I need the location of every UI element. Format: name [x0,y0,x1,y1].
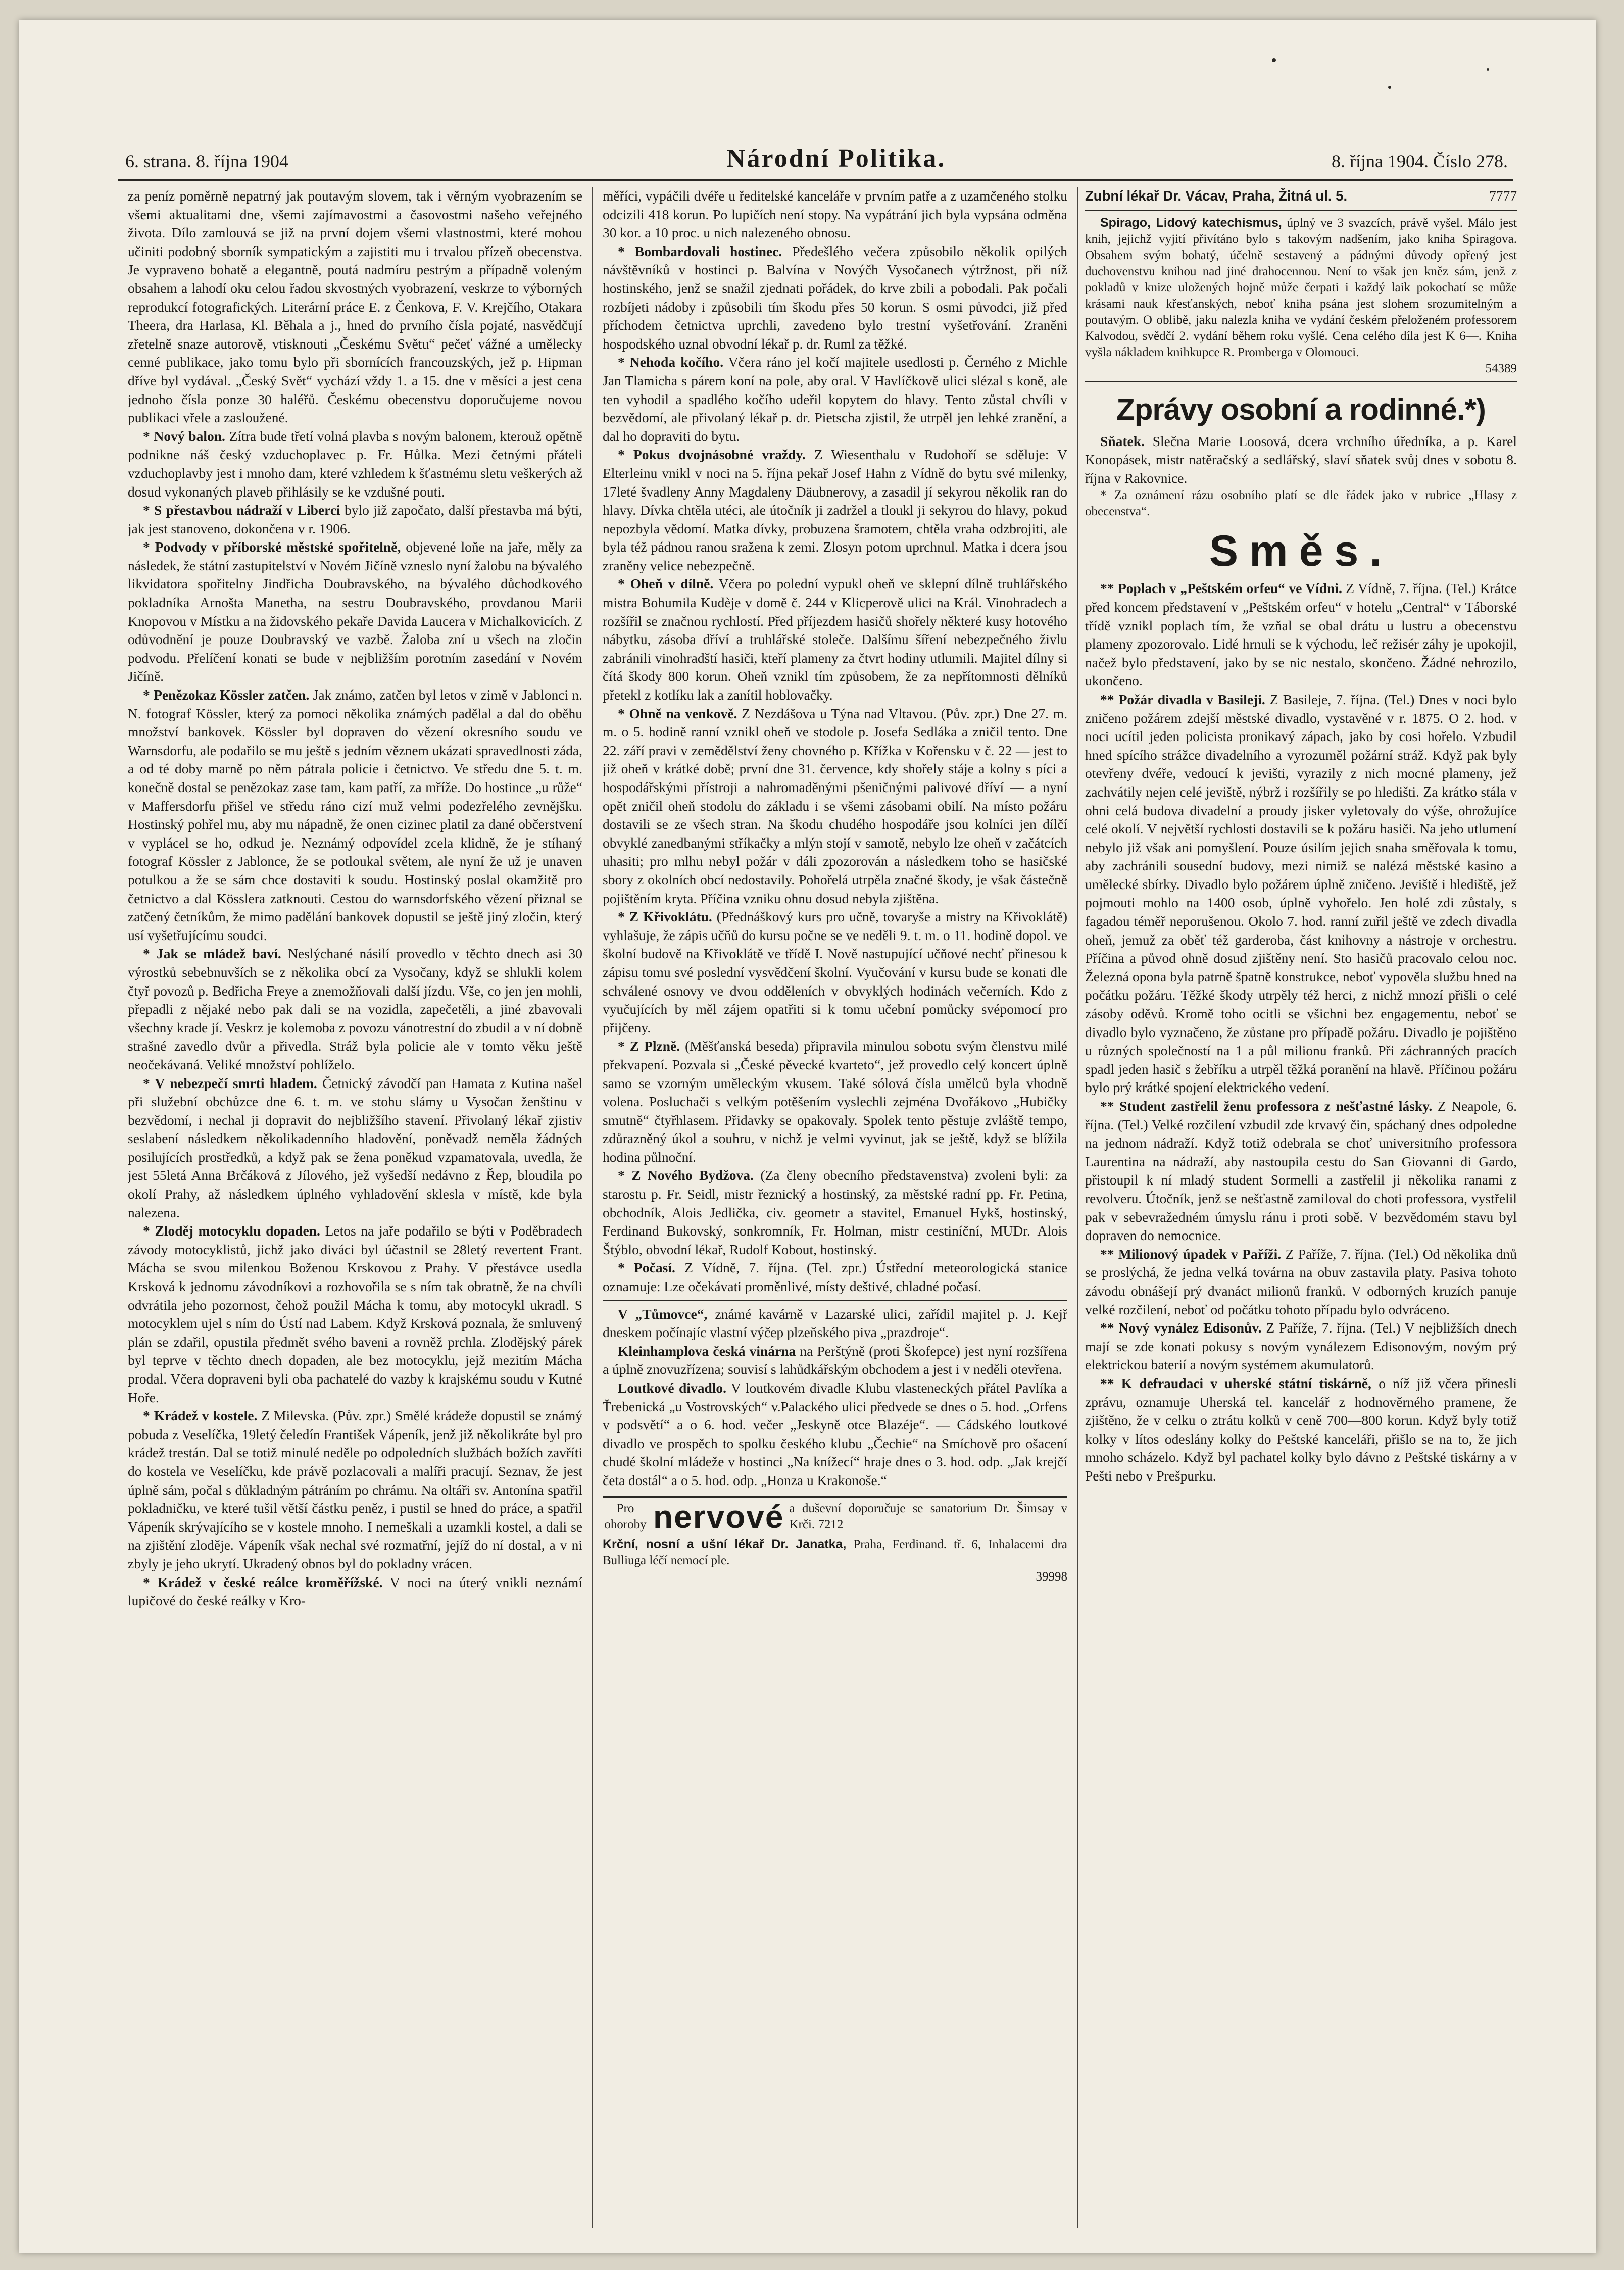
footnote-notice: * Za oznámení rázu osobního platí se dle řádek jako v rubrice „Hlasy z obecenstva“. [1085,488,1517,519]
article-weather: * Počasí. Z Vídně, 7. října. (Tel. zpr.) Ústřední meteorologická stanice oznamuje: Lze očekávati proměnlivé, místy deštivé, chladné počasí. [603,1260,1067,1295]
article-workshop-fire: * Oheň v dílně. Včera po polední vypukl oheň ve sklepní dílně truhlářského mistra Bohumila Kudèje v domě č. 244 v Klicperově ulici na Král. Vinohradech a rozšířil se značnou rychlostí. Před příjezdem hasičů shořely některé kusy hotového nábytku, zásoba dříví a truhlářské stoleče. Dalšímu šíření nebezpečného živlu zabránili vinohradští hasiči, kteří plameny za čtvrt hodiny utlumili. Majitel dílny si čítá škody 800 korun. Oheň vznikl tím způsobem, že za nepřítomnosti dělníků přetekl z kotlíku lak a zanítil hoblovačky. [603,576,1067,703]
article-continuation: za peníz poměrně nepatrný jak poutavým slovem, tak i věrným vyobrazením se všemi aktualitami dne, všemi zajímavostmi a časovostmi našeho veřejného života. Dílo zamlouvá se již na první dojem všemi vlastnostmi, které mohou učiniti podobný sborník sympatickým a zajistiti mu i trvalou přízeň obecenstva. Je vypraveno bohatě a elegantně, poutá nadmíru pestrým a případně voleným obsahem a lahodí oku celou řadou skvostných vyobrazení, veskrze to výborných reprodukcí fotografických. Literární práce E. z Čenkova, F. V. Krejčího, Otakara Theera, dra Harlasa, Kl. Běhala a j., hned do prvního čísla pojaté, nasvědčují zřetelně snaze autorově, vtisknouti „Českému Světu“ pečeť vážné a umělecky cenné publikace, jako tomu bylo při sbornících francouzských, jež p. Hipman dříve byl vydával. „Český Svět“ vychází vždy 1. a 15. dne v měsíci a jest cena jednoho čísla ponze 30 haléřů. Českému obecenstvu doporučujeme novou publikaci vřele a zasloužené. [128,188,582,426]
article-pribor: * Podvody v příborské městské spořitelně, objevené loňe na jaře, měly za následek, že státní zastupitelství v Novém Jičíně vzneslo nyní žalobu na bývalého likvidatora spořitelny Jindřicha Doubravského, na bývalého důchodkového pokladníka Arnošta Manetha, na sestru Doubravského, provdanou Marii Knopovou v Místku a na židovského pekaře Davida Laucera v Michalkovicích. Z odůvodnění je pouze Doubravský ve vazbě. Žaloba zní u všech na zločin podvodu. Přelíčení konati se bude v nejbližším porotním zasedání v Novém Jičíně. [128,539,582,684]
separator [603,1300,1067,1301]
section-title-personal: Zprávy osobní a rodinné.*) [1116,392,1486,426]
article-kossler: * Penězokaz Kössler zatčen. Jak známo, zatčen byl letos v zimě v Jablonci n. N. fotograf Kössler, který za pomoci několika známých padělal a dal do oběhu množství bankovek. Kössler byl dopraven do vězení okresního soudu ve Warnsdorfu, ale podařilo se mu ještě s jedním věznem ukázati spravedlnosti záda, a od té doby marně po něm pátrala policie i četnictvo. Ve středu dne 5. t. m. konečně dostal se penězokaz zase tam, kam patří, za mříže. Do hostince „u růže“ v Maffersdorfu přišel ve středu ráno cizí muž velmi podezřelého zevnějšku. Hostinský pohřel mu, aby mu nápadně, že onen cizinec platil za dané občerstvení v vyplácel se ho, odkud je. Neznámý odpovídel zcela klidně, že je stíhaný fotograf Kössler z Jablonce, že se potloukal světem, ale nyní že už je unaven potulkou a že se sám chce dostaviti k soudu. Hostinský poslal okamžitě pro četnictvo a dal Kösslera zatknouti. Cestou do warnsdorfského vězení přiznal se zatčený četníkům, že mimo padělání bankovek dopustil se ještě jiný zločin, který usí vyšetřujícímu soudci. [128,687,582,943]
article-motorcycle-thief: * Zloděj motocyklu dopaden. Letos na jaře podařilo se býti v Poděbradech závody motocyklistů, jichž jako diváci byl účastnil se 28letý revertent Frant. Mácha se svou milenkou Boženou Krskovou z Prahy. V přestávce usedla Krsková k jednomu závodníkovi a rozhovořila se s ním tak obratně, že na chvíli odvrátila jeho pozornost, čehož použil Mácha k tomu, aby motocykl ukradl. S motocyklem ujel s ním do Ústí nad Labem. Když Krsková poznala, že smluvený plán se zdařil, opustila předmět svého baveni a rovněž prchla. Zlodějský párek byl teprve v těchto dnech dopaden, ale bez motocyklu, jejž mezitím Mácha prodal. Včera dopraveni byli oba pachatelé do vazby k krajskému soudu v Kutné Hoře. [128,1223,582,1405]
article-krivoklat: * Z Křivoklátu. (Přednáškový kurs pro učně, tovaryše a mistry na Křivoklátě) vyhlašuje, že zápis učňů do kursu počne se ve neděli 9. t. m. o 11. hodině dopol. ve školní budově na Křivoklátě ve třídě I. Nově nastupující učňové nechť přinesou k zápisu tomu své poslední vysvědčení školní. Vyučování v kursu bude se konati dle schválené osnovy ve dvou odděleních v obvyklých hodinách večerních. Kdo z vyučujících by měl zájem opatřiti si k tomu učební pomůcky svépomocí pro přijčeny. [603,909,1067,1035]
article-vienna-alarm: ** Poplach v „Peštském orfeu“ ve Vídni. Z Vídně, 7. října. (Tel.) Krátce před koncem představení v „Peštském orfeu“ v hotelu „Central“ v Táborské třídě vznikl poplach tím, že vzňal se obal drátu u lustru a obecenstvu plameny zpozorovalo. Lidé hrnuli se k východu, leč režisér záhy je upokojil, načež bylo představení, jako by se nic nestalo, skončeno. Žádné nehrozilo, ukončeno. [1085,580,1517,689]
article-murder-attempt: * Pokus dvojnásobné vraždy. Z Wiesenthalu v Rudohoří se sděluje: V Elterleinu vnikl v noci na 5. října pekař Josef Hahn z Vídně do bytu své milenky, 17leté švadleny Anny Magdaleny Däubnerovy, a zasadil jí sekyrou několik ran do hlavy. Dívka chtěla utéci, ale útočník ji zadržel a tloukl ji sekyrou do hlavy, pokud nepozbyla vědomí. Matka dívky, probuzena šramotem, chtěla vrahа odzbrojiti, ale byla též pádnou ranou sražena k zemi. Zlosyn potom uprchnul. Matka i dcera jsou zraněny velice nebezpečně. [603,447,1067,573]
header-rule [118,179,1513,181]
notice-puppet-theatre: Loutkové divadlo. V loutkovém divadle Klubu vlasteneckých přátel Pavlíka a Ťrebenická „u Vostrovských“ v.Palackého ulici předvede se dnes o 5. hod. „Orfens v podsvětí“ a o 6. hod. večer „Jeskyně otce Blazéje“. — Cádského loutkové divadlo ve prospěch to spolku českého klubu „Čechie“ na Smíchově pro ošacení chudé školní mládeže v hostinci „Na knížecí“ hraje dnes o 3. hod. odp. „Jak krejčí četa dostál“ a o 5. hod. odp. „Honza u Krakonoše.“ [603,1380,1067,1488]
newspaper-page [19,20,1596,2253]
paper-speck [1388,86,1391,89]
ad-word: Pro [616,1501,634,1515]
article-kromeriz: * Krádež v české reálce kroměřížské. V noci na úterý vnikli neznámí lupičové do české reálky v Kro- [128,1574,582,1609]
ad-word: ohoroby [604,1517,647,1532]
paper-speck [1272,58,1276,62]
page-header [19,131,1596,177]
column-1 [128,187,582,2228]
article-liberec: * S přestavbou nádraží v Liberci bylo již započato, další přestavba má býti, jak jest stanoveno, dokončena v r. 1906. [128,502,582,536]
article-youth: * Jak se mládež baví. Neslýchané násilí provedlo v těchto dnech asi 30 výrostků sebebnuvších se z několika obcí za Vysočany, když se shlukli kolem čtyř povozů p. Bedřicha Freye a znemožňovali další jízdu. Vše, co jen jen mohli, přepadli z nějaké nebo pak dali se na vozidla, zapečetěli, a jiné zbavovali všechny krade jí. Veskrz je kolemoba z povozu vánotrestní do zbudil a v ní dobně strašné zavedlo dvůr a přivedla. Stráž byla policie ale v tomto věku ještě neočekávaná. Veliké množství pohlíželo. [128,946,582,1072]
article-plzen: * Z Plzně. (Měšťanská beseda) připravila minulou sobotu svým členstvu milé překvapení. Pozvala si „České pěvecké kvarteto“, jež provedlo celý koncert úplně samo se vzorným uměleckým vkusem. Také sólová čísla umělců byla vhodně volena. Posluchači s velkým potěšením vyslechli zejména Dvořákovo „Hubičky smutně“ čtyřhlasem. Přidavky se opakovaly. Spolek tento pěstuje zvláště tempo, zdůrazněný úkol a souhru, v nichž je velmi vyvinut, jak se ještě, když se blížila hodina půlnoční. [603,1038,1067,1165]
article-basel-fire: ** Požár divadla v Basileji. Z Basileje, 7. října. (Tel.) Dnes v noci bylo zničeno požárem zdejší městské divadlo, vystavěné v r. 1875. O 2. hod. v noci ucítil jeden policista pronikavý zápach, jako by cosi hořelo. Vzbudil hned spícího strážce divadelního a vyrozuměl požární stráž. Když pak byly otevřeny dvéře, vedoucí k jevišti, vyrazily z nich mocné plameny, jež zachvátily nejen celé jeviště, nýbrž i rozšířily se po hledišti. Za krátko stála v ohni celá budova divadelní a proudy jisker vyletovaly do výše, ohrožujíce celé okolí. V největší rychlosti dostavili se k požáru hasiči. Na jeho utlumení nebylo již však ani pomyšlení. Pouze úsilím jejich snaha směřovala k tomu, aby zachránili sousední budovy, mezi nimiž se nalézá městské kasino a umělecké sbírky. Divadlo bylo požárem úplně zničeno. Jeviště i hlediště, jež pojmouti mohlo na 1400 osob, úplně vyhořelo. Jen holé zdi zůstaly, s fagadou téměř neporušenou. Okolo 7. hod. ranní zuřil ještě ve zdech divadla oheň, jemuž za oběť též garderoba, část knihovny a nástroje v orchestru. Příčina a původ ohně dosud zjištěny není. Sto hasičů pracovalo celou noc. Železná opona byla patrně špatně konstrukce, neboť vypověla službu hned na počátku požáru. Těžké škody utrpěly též herci, z nichž mnozí přišli o celé zásoby oděvů. Kromě toho ocitli se všichni bez engagementu, neboť se divadlo bylo vyznačeno, že zůstane pro případě požáru. Divadlo je pojištěno u různých společností na 1 a půl milionu franků. Při záchranných pracích spadl jeden hasič s žebříku a utrpěl těžká poranění na hlavě. Příčinou požáru bylo prý krátké spojení elektrického vedení. [1085,691,1517,1096]
ad-doctor: Krční, nosní a ušní lékař Dr. Janatka, Praha, Ferdinand. tř. 6, Inhalacemi dra Bulliuga léčí nemocí ple. [603,1537,1067,1567]
column-2 [603,187,1067,2228]
header-issue-number: 8. října 1904. Číslo 278. [1332,151,1508,171]
article-starvation: * V nebezpečí smrti hladem. Četnický závodčí pan Hamata z Kutina našel při služební obchůzce dne 6. t. m. ve stohu slámy u Vysočan ženštinu v bezvědomí, i nechal ji dopravit do nejbližšího stavení. Přivolaný lékař zjistiv seslabení následkem několikadenního hladovění, poněvadž neměla žádných posilujících prostředků, a když pak se žena poněkud vzpamatovala, uvedla, že jest 55letá Anna Brčáková z Jílového, jež vyšedší nedávno z Řep, bloudila po okolí Prahy, až následkem úplného vyhladovění sklesla v místě, kde byla nalezena. [128,1075,582,1220]
ad-headline-word: nervové [653,1498,784,1535]
ad-number: 54389 [1485,361,1517,375]
advertisement-sanatorium [603,1496,1067,1585]
article-balloon: * Nový balon. Zítra bude třetí volná plavba s novým balonem, kterouž opětně podnikne náš český vzduchoplavec p. Fr. Hůlka. Mezi četnými přáteli vzduchoplavby jest i mnoho dam, které vzhledem k šťastnému sletu veškerých až dosud vykonaných plaveb přihlásily se ke vzdušné pouti. [128,428,582,500]
column-3 [1085,187,1517,2228]
article-paris-bankruptcy: ** Milionový úpadek v Paříži. Z Paříže, 7. října. (Tel.) Od několika dnů se proslýchá, že jedna velká továrna na obuv zastavila platy. Pasiva tohoto závodu obnášejí prý dvanáct milionů franků. V odborných kruzích panuje velké rozčilení, neboť od počátku tohoto případu bylo odvráceno. [1085,1246,1517,1317]
notice-wine-bar: Kleinhamplova česká vinárna na Perštýně (proti Škofepce) jest nyní rozšířena a úplně znovuzřízena; souvisí s lahůdkářským obchodem a jest i v neděli otevřena. [603,1343,1067,1377]
article-inn: * Bombardovali hostinec. Předešlého večera způsobilo několik opilých návštěvníků v hostinci p. Balvína v Novýčh Vysočanech výtržnost, při níž hostinského, jenž se snažil zjednati pořádek, do krve zbili a pobodali. Pak počali rozbíjeti nádoby i způsobili tím škodu přes 50 korun. S osmi původci, již před příchodem četnictva uprchli, zavedeno bylo trestní vyšetřování. Zraněni hospodského uznal obvodní lékař p. dr. Ruml za těžké. [603,243,1067,352]
article-continuation: měříci, vypáčili dvéře u ředitelské kanceláře v prvním patře a z uzamčeného stolku odcizili 418 korun. Po lupičích není stopy. Na vypátrání jich byla vypsána odměna 30 kor. a 10 proc. u nich nalezeného obnosu. [603,188,1067,241]
column-rule [1077,187,1078,2228]
section-title-miscellany: Směs. [1209,527,1393,576]
ad-body: a duševní doporučuje se sanatorium Dr. Šimsay v Krči. 7212 [789,1501,1067,1532]
article-hungarian-print: ** K defraudaci v uherské státní tiskárně, o níž již včera přinesli zprávu, oznamuje Uherská tel. kancelář z hodnověrného pramene, že zjištěno, že v celku o ztrátu kolků v ceně 700—800 korun. Když byly totiž kolky v lítos odeslány kolky do Peštské kanceláři, přišlo se na to, že jich mnoho scházelo. Když byl pachatel kolky bylo dávno z Peštské tiskárny a v Pešti nebo v Prešpurku. [1085,1375,1517,1484]
ad-number: 39998 [1036,1569,1067,1584]
article-wedding: Sňatek. Slečna Marie Loosová, dcera vrchního úředníka, a p. Karel Konopásek, mistr natěračský a sedlářský, slaví sňatek svůj dnes v sobotu 8. října v Rakovnice. [1085,433,1517,486]
separator [1085,210,1517,211]
article-coachman: * Nehoda kočího. Včera ráno jel kočí majitele usedlosti p. Černého z Michle Jan Tlamicha s párem koní na pole, aby oral. V Havlíčkově ulici slézal s koně, ale ten vyhodil a spadlého kočího udeřil kopytem do hlavy. Tento zůstal chvíli v bezvědomí, ale přivolaný lékař p. dr. Pietscha zjistil, že utrpěl jen lehké zranění, a dal ho dopraviti do bytu. [603,354,1067,444]
ad-dentist: Zubní lékař Dr. Vácav, Praha, Žitná ul. 5. 7777 [1085,188,1517,204]
ad-spirago: Spirago, Lidový katechismus, úplný ve 3 svazcích, právě vyšel. Málo jest knih, jejichž vyjití přivítáno bylo s takovým nadšením, jako kniha Spiragova. Obsahem svým bohatý, účelně sestavený a pádnými důvody opřený jest duchovenstvu knihou nad jiné drahocennou. Není to však jen kněz sám, jenž z pokladů v knize uložených hojně může čerpati i každý laik pokochatí se může krásami nauk křesťanských, neboť kniha psána jest slohem srozumitelným a poutavým. O oblibě, jaku nalezla kniha ve vydání českém přeloženém professorem Kalvodou, svědčí 2. vydání během roku vyšlé. Cena celého díla jest K 6—. Kniha vyšla nákladem knihkupce R. Promberga v Olomouci. [1085,215,1517,359]
notice-tumovka: V „Tůmovce“, známé kavárně v Lazarské ulici, zařídil majitel p. J. Kejř dneskem počínajíc vlastní výčep plzeňského piva „prazdroje“. [603,1306,1067,1341]
separator [1085,381,1517,382]
masthead-title: Národní Politika. [726,144,946,173]
article-bydzov: * Z Nového Bydžova. (Za členy obecního představenstva) zvoleni byli: za starostu p. Fr. Seidl, mistr řeznický a hostinský, za městské radní pp. Fr. Petina, obchodník, Alois Jedlička, civ. geometr a stavitel, Emanuel Hykš, hostinský, Ferdinand Bukovský, sonkromník, Fr. Holman, mistr cestiníční, MUDr. Alois Štýblo, obvodní lékař, Rudolf Kobout, hostinský. [603,1167,1067,1257]
article-edison: ** Nový vynález Edisonův. Z Paříže, 7. října. (Tel.) V nejbližších dnech mají se zde konati pokusy s novým vynálezem Edisonovým, novým prý elektrickou baterií a novým systémem akumulatorů. [1085,1320,1517,1373]
article-church-theft: * Krádež v kostele. Z Milevska. (Pův. zpr.) Smělé krádeže dopustil se známý pobuda z Veselíčka, 19letý čeledín František Vápeník, jenž již několikráte byl pro krádež trestán. Dal se totiž minulé neděle po odpoledních službách božích zavříti do kostela ve Veselíčku, kde právě pozlacovali a malíři pracují. Seznav, že jest úplně sám, počal s důkladným pátráním po chrámu. Na oltáři sv. Antonína spatřil pokladničku, ve které tušil větší částku peněz, i pustil se hned do práce, a spatřil Vápeník skrývajícího se v kostele mnoho. I nemeškali a uzamkli kostel, a dali se na zjištění zloděje. Vápeník však nechal své rozmatřní, jejíž do ní dostal, a v ni zbyly je jeho ukrytí. Ukradený obnos byl do pokladny vrácen. [128,1408,582,1571]
paper-speck [1487,68,1489,71]
article-country-fires: * Ohně na venkově. Z Nezdášova u Týna nad Vltavou. (Pův. zpr.) Dne 27. m. m. o 5. hodině ranní vznikl oheň ve stodole p. Josefa Sedláka a zničil tento. Dne 22. září pravi v zemědělství ženy chovného p. Křížka v Kořensku v č. 22 — jest to již oheň v krátké době; první dne 31. července, kdy shořely stáje a kolny s píci a hospodářskými přístroji a nahromaděnými pšeničnými palivové dříví — a nyní opět zničil oheň stodolu do základu i se všemi zásobami obilí. Na místo požáru dostavili se ze všech stran. Na škodu chudého hospodáře jsou kolníci jen dílčí obvyklé zanedbanými stříkačky a mlýn stojí v samotě, nebylo lze oheň v začátcích uhasiti; pro mlhu nebyl požár v dáli zpozorován a následkem toho se hasičské sbory z okolních obcí nedostavily. Pohořelá utrpěla značné škody, je však částečně pojištěním kryta. Příčina vzniku ohnu dosud nebyla zjištěna. [603,705,1067,906]
column-rule [592,187,593,2228]
header-page-date: 6. strana. 8. října 1904 [125,151,288,171]
article-naples-student: ** Student zastřelil ženu professora z nešťastné lásky. Z Neapole, 6. října. (Tel.) Velké rozčilení vzbudil zde krvavý čin, spáchaný dnes odpoledne na jednom nádraží. Když totiž odebrala se choť universitního professora Laurentina na nádraží, aby nastoupila cestu do San Giovanni di Gardo, přistoupil k ní mladý student Sormelli a zastřelil ji několika ranami z revolveru. Útočník, jenž se nešťastně zamiloval do choti professora, vystřelil pak v sebevražedném úmyslu ránu i proti sobě. V bezvědomém stavu byl dopraven do nemocnice. [1085,1098,1517,1244]
